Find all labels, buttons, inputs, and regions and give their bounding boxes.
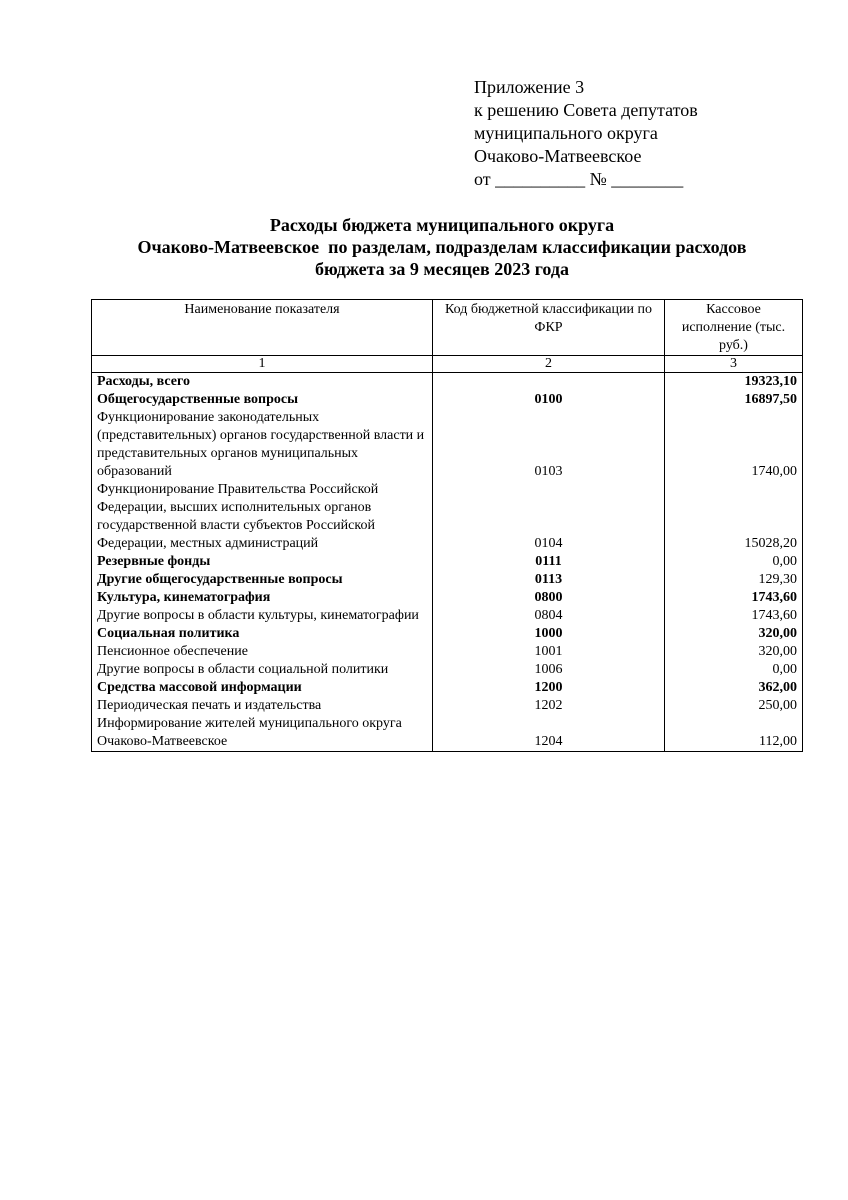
row-budget-code: 1200 xyxy=(433,679,665,697)
row-cash-value: 250,00 xyxy=(665,697,803,715)
table-row xyxy=(92,715,803,752)
row-budget-code xyxy=(433,373,665,392)
row-cash-value: 15028,20 xyxy=(665,481,803,553)
row-indicator-name: Периодическая печать и издательства xyxy=(92,697,433,715)
appendix-line: от __________ № ________ xyxy=(474,169,684,189)
row-budget-code: 0100 xyxy=(433,391,665,409)
table-row xyxy=(92,553,803,571)
row-cash-value: 0,00 xyxy=(665,553,803,571)
title-line: Очаково-Матвеевское по разделам, подразделам классификации расходов xyxy=(137,237,747,257)
row-indicator-name: Общегосударственные вопросы xyxy=(92,391,433,409)
table-row xyxy=(92,571,803,589)
table-row xyxy=(92,643,803,661)
table-row xyxy=(92,661,803,679)
row-indicator-name: Другие вопросы в области социальной политики xyxy=(92,661,433,679)
row-indicator-name: Социальная политика xyxy=(92,625,433,643)
row-indicator-name: Резервные фонды xyxy=(92,553,433,571)
row-budget-code: 1006 xyxy=(433,661,665,679)
row-cash-value: 0,00 xyxy=(665,661,803,679)
row-indicator-name: Информирование жителей муниципального округа Очаково-Матвеевское xyxy=(92,715,433,752)
document-title xyxy=(60,214,824,280)
row-indicator-name: Расходы, всего xyxy=(92,373,433,392)
row-indicator-name: Культура, кинематография xyxy=(92,589,433,607)
row-cash-value: 129,30 xyxy=(665,571,803,589)
row-cash-value: 19323,10 xyxy=(665,373,803,392)
column-number: 2 xyxy=(433,356,665,373)
row-indicator-name: Функционирование Правительства Российской Федерации, высших исполнительных органов государственной власти субъектов Российской Федерации, местных администраций xyxy=(92,481,433,553)
row-cash-value: 16897,50 xyxy=(665,391,803,409)
table-row xyxy=(92,481,803,553)
row-cash-value: 112,00 xyxy=(665,715,803,752)
row-budget-code: 1001 xyxy=(433,643,665,661)
row-budget-code: 0800 xyxy=(433,589,665,607)
row-indicator-name: Другие общегосударственные вопросы xyxy=(92,571,433,589)
row-budget-code: 0104 xyxy=(433,481,665,553)
appendix-header xyxy=(474,76,698,191)
table-row xyxy=(92,625,803,643)
header-budget-code: Код бюджетной классификации по ФКР xyxy=(433,300,665,356)
appendix-line: Приложение 3 xyxy=(474,77,585,97)
row-indicator-name: Средства массовой информации xyxy=(92,679,433,697)
row-budget-code: 0103 xyxy=(433,409,665,481)
table-body xyxy=(92,356,803,752)
row-cash-value: 1743,60 xyxy=(665,607,803,625)
table-row xyxy=(92,409,803,481)
title-line: Расходы бюджета муниципального округа xyxy=(269,215,615,235)
column-number: 1 xyxy=(92,356,433,373)
row-cash-value: 1740,00 xyxy=(665,409,803,481)
column-number-row xyxy=(92,356,803,373)
column-number: 3 xyxy=(665,356,803,373)
row-budget-code: 1000 xyxy=(433,625,665,643)
row-budget-code: 0113 xyxy=(433,571,665,589)
row-budget-code: 0804 xyxy=(433,607,665,625)
row-indicator-name: Другие вопросы в области культуры, кинематографии xyxy=(92,607,433,625)
row-cash-value: 1743,60 xyxy=(665,589,803,607)
row-budget-code: 1204 xyxy=(433,715,665,752)
header-cash-execution: Кассовое исполнение (тыс. руб.) xyxy=(665,300,803,356)
table-row xyxy=(92,607,803,625)
row-budget-code: 1202 xyxy=(433,697,665,715)
table-row xyxy=(92,373,803,392)
row-cash-value: 320,00 xyxy=(665,643,803,661)
table-row xyxy=(92,679,803,697)
appendix-line: муниципального округа xyxy=(474,123,658,143)
title-line: бюджета за 9 месяцев 2023 года xyxy=(314,259,570,279)
row-indicator-name: Функционирование законодательных (представительных) органов государственной власти и представительных органов муниципальных образований xyxy=(92,409,433,481)
appendix-line: к решению Совета депутатов xyxy=(474,100,698,120)
row-cash-value: 362,00 xyxy=(665,679,803,697)
row-indicator-name: Пенсионное обеспечение xyxy=(92,643,433,661)
table-header-row xyxy=(92,300,803,356)
budget-table xyxy=(91,299,803,752)
row-budget-code: 0111 xyxy=(433,553,665,571)
appendix-line: Очаково-Матвеевское xyxy=(474,146,642,166)
row-cash-value: 320,00 xyxy=(665,625,803,643)
table-row xyxy=(92,697,803,715)
header-indicator-name: Наименование показателя xyxy=(92,300,433,356)
table-row xyxy=(92,391,803,409)
table-row xyxy=(92,589,803,607)
